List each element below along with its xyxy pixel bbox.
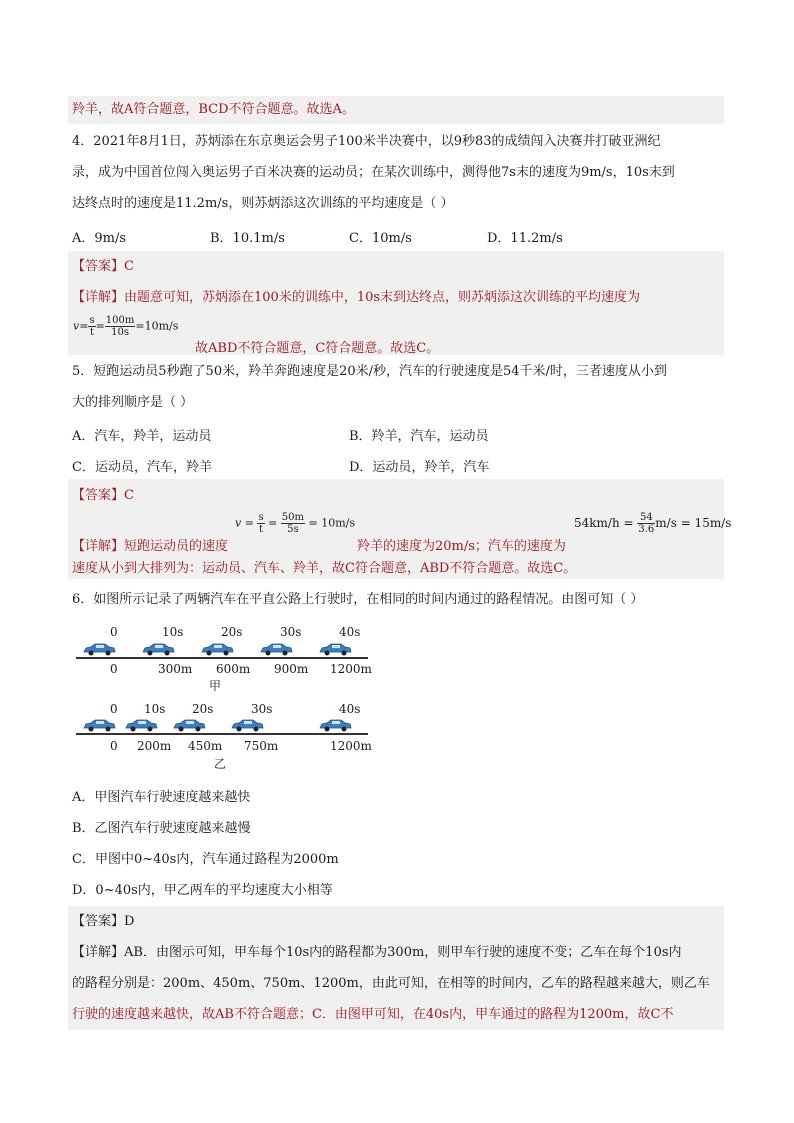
q6-option-c: C．甲图中0~40s内，汽车通过路程为2000m <box>72 852 339 867</box>
q6-detail-line2: 的路程分别是：200m、450m、750m、1200m，由此可知，在相等的时间内，乙车的路程越来越大，则乙车 <box>72 976 710 991</box>
car-icon <box>318 719 352 732</box>
q4-stem-line2: 录，成为中国首位闯入奥运男子百米决赛的运动员；在某次训练中，测得他7s末的速度为9m/s，10s末到 <box>72 165 675 180</box>
distance-label: 1200m <box>330 662 372 676</box>
car-icon <box>318 643 352 656</box>
distance-label: 450m <box>188 739 223 753</box>
time-label: 40s <box>339 702 361 716</box>
formula-fraction: $\frac{100m}{10s}$ <box>105 315 135 338</box>
q4-answer: 【答案】C <box>72 259 134 274</box>
q4-option-b: B．10.1m/s <box>210 231 285 246</box>
distance-label: 900m <box>274 662 309 676</box>
figure-label: 甲 <box>209 679 222 693</box>
q4-formula: v= $\frac{s}{t}$ = $\frac{100m}{10s}$ =10m/s <box>73 315 179 338</box>
car-icon <box>82 719 116 732</box>
q4-option-a: A．9m/s <box>72 231 127 246</box>
time-label: 40s <box>339 625 361 639</box>
q5-stem-line2: 大的排列顺序是（ ） <box>72 395 194 410</box>
car-icon <box>259 643 293 656</box>
q6-answer: 【答案】D <box>72 914 135 929</box>
time-label: 0 <box>110 625 118 639</box>
q5-detail-c: 速度从小到大排列为：运动员、汽车、羚羊，故C符合题意，ABD不符合题意。故选C。 <box>72 561 577 576</box>
time-label: 10s <box>144 702 166 716</box>
q5-option-d: D．运动员，羚羊，汽车 <box>349 460 490 475</box>
car-icon <box>172 719 206 732</box>
formula-v: v <box>73 319 80 333</box>
q5-answer: 【答案】C <box>72 488 134 503</box>
time-label: 30s <box>280 625 302 639</box>
distance-label: 0 <box>110 662 118 676</box>
time-label: 30s <box>251 702 273 716</box>
car-icon <box>230 719 264 732</box>
q4-option-c: C．10m/s <box>349 231 412 246</box>
detail-text: 由题意可知，苏炳添在100米的训练中，10s末到达终点，则苏炳添这次训练的平均速度为 <box>124 290 641 305</box>
time-label: 20s <box>192 702 214 716</box>
q4-option-d: D．11.2m/s <box>487 231 563 246</box>
distance-label: 750m <box>244 739 279 753</box>
time-label: 20s <box>221 625 243 639</box>
q6-option-d: D．0~40s内，甲乙两车的平均速度大小相等 <box>72 883 333 898</box>
q5-stem-line1: 5．短跑运动员5秒跑了50米，羚羊奔跑速度是20米/秒，汽车的行驶速度是54千米/时，三者速度从小到 <box>72 364 667 379</box>
distance-label: 600m <box>216 662 251 676</box>
distance-label: 0 <box>110 739 118 753</box>
figure-label: 乙 <box>214 757 227 771</box>
distance-label: 200m <box>137 739 172 753</box>
q6-option-a: A．甲图汽车行驶速度越来越快 <box>72 790 251 805</box>
q5-option-a: A．汽车，羚羊，运动员 <box>72 429 212 444</box>
q4-conclusion: 故ABD不符合题意，C符合题意。故选C。 <box>195 341 440 356</box>
road-line <box>76 733 368 735</box>
car-icon <box>124 719 158 732</box>
detail-tag: 【详解】 <box>72 290 125 305</box>
q5-formula-2: 54km/h = $\frac{54}{3.6}$ m/s = 15m/s <box>574 512 732 535</box>
car-icon <box>141 643 175 656</box>
q5-detail-a: 【详解】短跑运动员的速度 <box>72 539 229 554</box>
q4-stem-line1: 4．2021年8月1日，苏炳添在东京奥运会男子100米半决赛中，以9秒83的成绩闯入决赛并打破亚洲纪 <box>72 134 661 149</box>
distance-label: 1200m <box>330 739 372 753</box>
time-label: 0 <box>110 702 118 716</box>
q4-stem-line3: 达终点时的速度是11.2m/s，则苏炳添这次训练的平均速度是（ ） <box>72 196 454 211</box>
q4-detail <box>72 289 640 307</box>
q5-formula-1: v = $\frac{s}{t}$ = $\frac{50m}{5s}$ = 10m/s <box>235 512 356 535</box>
distance-label: 300m <box>158 662 193 676</box>
car-icon <box>200 643 234 656</box>
q6-detail-line1: 【详解】AB．由图示可知，甲车每个10s内的路程都为300m，则甲车行驶的速度不变；乙车在每个10s内 <box>72 945 682 960</box>
q5-option-b: B．羚羊，汽车，运动员 <box>349 429 489 444</box>
q6-detail-line3: 行驶的速度越来越快，故AB不符合题意；C．由图甲可知，在40s内，甲车通过的路程为1200m，故C不 <box>72 1007 674 1022</box>
q5-detail-b: 羚羊的速度为20m/s；汽车的速度为 <box>357 539 566 554</box>
q6-option-b: B．乙图汽车行驶速度越来越慢 <box>72 821 251 836</box>
q5-option-c: C．运动员，汽车，羚羊 <box>72 460 212 475</box>
car-icon <box>82 643 116 656</box>
formula-s-over-t: $\frac{s}{t}$ <box>89 315 95 338</box>
time-label: 10s <box>162 625 184 639</box>
q6-stem-line1: 6．如图所示记录了两辆汽车在平直公路上行驶时，在相同的时间内通过的路程情况。由图可知（ ） <box>72 592 644 607</box>
q3-conclusion: 羚羊，故A符合题意，BCD不符合题意。故选A。 <box>72 102 355 117</box>
road-line <box>76 657 368 659</box>
